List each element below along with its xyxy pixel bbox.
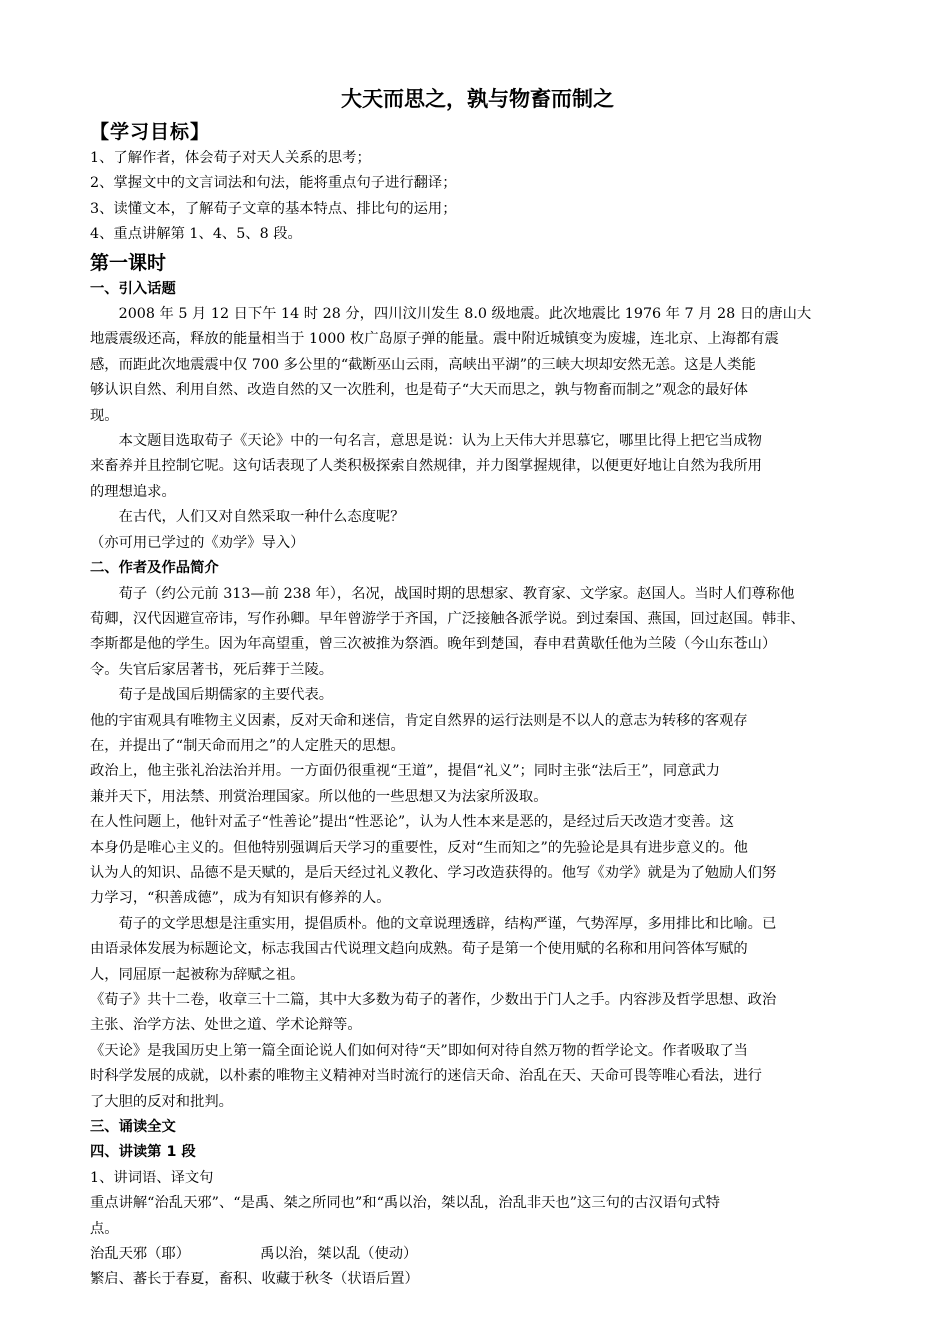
- paragraph-line: 荀卿，汉代因避宣帝讳，写作孙卿。早年曾游学于齐国，广泛接触各派学说。到过秦国、燕国，回过赵国。韩非、: [90, 610, 805, 627]
- paragraph-line: 够认识自然、利用自然、改造自然的又一次胜利，也是荀子“大天而思之，孰与物畜而制之”观念的最好体: [90, 382, 748, 399]
- paragraph-line: 在人性问题上，他针对孟子“性善论”提出“性恶论”，认为人性本来是恶的，是经过后天改造才变善。这: [90, 814, 734, 831]
- paragraph-line: （亦可用已学过的《劝学》导入）: [90, 534, 305, 551]
- paragraph-line: 《荀子》共十二卷，收章三十二篇，其中大多数为荀子的著作，少数出于门人之手。内容涉及哲学思想、政治: [90, 992, 777, 1008]
- paragraph-line: 地震震级还高，释放的能量相当于 1000 枚广岛原子弹的能量。震中附近城镇变为废墟，连北京、上海都有震: [90, 331, 779, 348]
- paragraph-line: 政治上，他主张礼治法治并用。一方面仍很重视“王道”，提倡“礼义”；同时主张“法后王”，同意武力: [90, 763, 721, 780]
- paragraph-line: 荀子是战国后期儒家的主要代表。: [118, 687, 334, 704]
- example-item: 禹以治，桀以乱（使动）: [260, 1246, 418, 1263]
- paragraph-line: 认为人的知识、品德不是天赋的，是后天经过礼义教化、学习改造获得的。他写《劝学》就是为了勉励人们努: [90, 864, 777, 881]
- example-item: 治乱天邪（耶）: [90, 1246, 191, 1263]
- section-heading-recite: 三、诵读全文: [90, 1119, 176, 1136]
- paragraph-line: 点。: [90, 1220, 119, 1237]
- paragraph-line: 重点讲解“治乱天邪”、“是禹、桀之所同也”和“禹以治，桀以乱，治乱非天也”这三句的古汉语句式特: [90, 1195, 721, 1212]
- document-page: [90, 84, 865, 1293]
- goal-item: 3、读懂文本，了解荀子文章的基本特点、排比句的运用；: [90, 200, 457, 217]
- paragraph-line: 力学习，“积善成德”，成为有知识有修养的人。: [90, 890, 391, 907]
- section-heading-author: 二、作者及作品简介: [90, 560, 219, 577]
- section-heading-intro: 一、引入话题: [90, 280, 176, 297]
- paragraph-line: 在古代，人们又对自然采取一种什么态度呢？: [118, 509, 405, 526]
- document-title: 大天而思之，孰与物畜而制之: [341, 87, 614, 111]
- goals-heading: 【学习目标】: [90, 121, 211, 143]
- paragraph-line: 主张、治学方法、处世之道、学术论辩等。: [90, 1017, 362, 1034]
- lesson-heading: 第一课时: [90, 251, 167, 274]
- paragraph-line: 的理想追求。: [90, 483, 176, 500]
- paragraph-line: 了大胆的反对和批判。: [90, 1093, 233, 1110]
- example-line: [90, 1242, 865, 1267]
- goal-item: 2、掌握文中的文言词法和句法，能将重点句子进行翻译；: [90, 175, 457, 192]
- paragraph-line: 感，而距此次地震震中仅 700 多公里的“截断巫山云雨，高峡出平湖”的三峡大坝却安然无恙。这是人类能: [90, 356, 756, 373]
- paragraph-line: 本身仍是唯心主义的。但他特别强调后天学习的重要性，反对“生而知之”的先验论是具有进步意义的。他: [90, 839, 748, 856]
- section-heading-para1: 四、讲读第 1 段: [90, 1144, 196, 1161]
- paragraph-line: 时科学发展的成就，以朴素的唯物主义精神对当时流行的迷信天命、治乱在天、天命可畏等唯心看法，进行: [90, 1068, 762, 1085]
- subheading: 1、讲词语、译文句: [90, 1169, 214, 1186]
- paragraph-line: 荀子的文学思想是注重实用，提倡质朴。他的文章说理透辟，结构严谨，气势浑厚，多用排比和比喻。已: [118, 915, 777, 932]
- goal-item: 1、了解作者，体会荀子对天人关系的思考；: [90, 150, 371, 166]
- paragraph-line: 2008 年 5 月 12 日下午 14 时 28 分，四川汶川发生 8.0 级地震。此次地震比 1976 年 7 月 28 日的唐山大: [118, 306, 812, 323]
- paragraph-line: 在，并提出了“制天命而用之”的人定胜天的思想。: [90, 737, 405, 754]
- paragraph-line: 《天论》是我国历史上第一篇全面论说人们如何对待“天”即如何对待自然万物的哲学论文。作者吸取了当: [90, 1042, 748, 1059]
- paragraph-line: 本文题目选取荀子《天论》中的一句名言，意思是说：认为上天伟大并思慕它，哪里比得上把它当成物: [118, 433, 762, 450]
- example-line: 繁启、蕃长于春夏，畜积、收藏于秋冬（状语后置）: [90, 1271, 419, 1288]
- paragraph-line: 他的宇宙观具有唯物主义因素，反对天命和迷信，肯定自然界的运行法则是不以人的意志为转移的客观存: [90, 712, 748, 729]
- paragraph-line: 来畜养并且控制它呢。这句话表现了人类积极探索自然规律，并力图掌握规律，以便更好地让自然为我所用: [90, 458, 762, 475]
- paragraph-line: 现。: [90, 407, 119, 424]
- goal-item: 4、重点讲解第 1、4、5、8 段。: [90, 226, 302, 243]
- paragraph-line: 由语录体发展为标题论文，标志我国古代说理文趋向成熟。荀子是第一个使用赋的名称和用问答体写赋的: [90, 941, 748, 958]
- paragraph-line: 兼并天下，用法禁、刑赏治理国家。所以他的一些思想又为法家所汲取。: [90, 788, 548, 805]
- paragraph-line: 令。失官后家居著书，死后葬于兰陵。: [90, 661, 334, 678]
- paragraph-line: 人，同屈原一起被称为辞赋之祖。: [90, 966, 305, 983]
- paragraph-line: 荀子（约公元前 313—前 238 年），名况，战国时期的思想家、教育家、文学家。赵国人。当时人们尊称他: [118, 585, 795, 602]
- paragraph-line: 李斯都是他的学生。因为年高望重，曾三次被推为祭酒。晚年到楚国，春申君黄歇任他为兰陵（今山东苍山）: [90, 636, 777, 653]
